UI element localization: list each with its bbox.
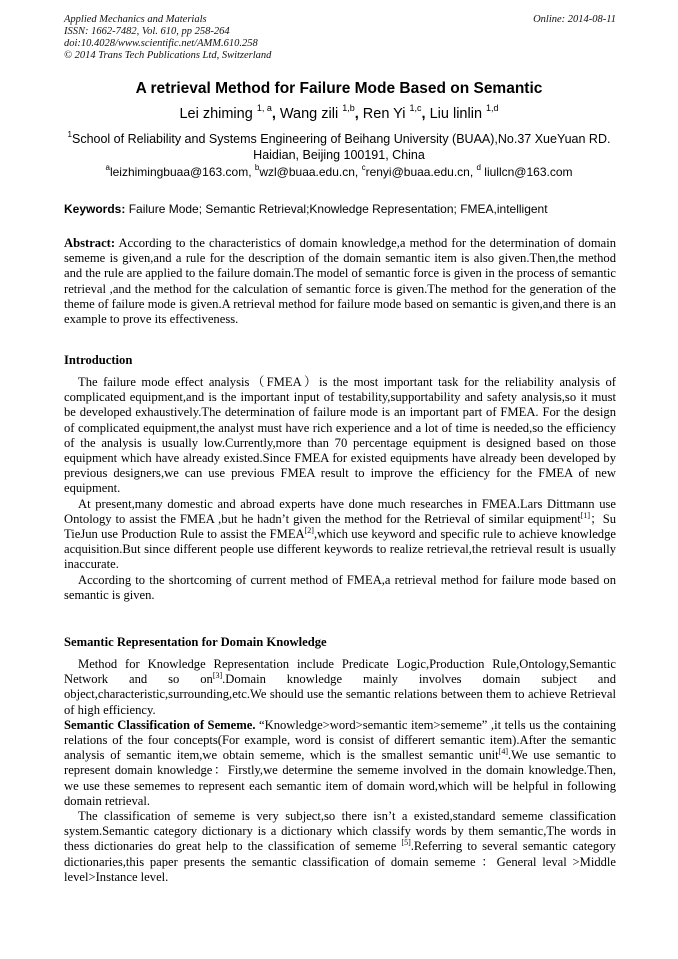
author: Ren Yi $^{1,c}$, [362,103,430,122]
introduction-body [64,375,616,603]
keywords-label: Keywords: [64,202,126,216]
paragraph: The classification of sememe is very subject,so there isn’t a existed,standard sememe classification system.Semantic category dictionary is a dictionary which classify words by them semantic,The words in thess dictionaries do great help to the classification of sememe [5].Referring to several semantic category dictionaries,this paper presents the semantic classification of domain sememe ：General leval >Middle level>Instance level. [64,809,616,884]
author: Wang zili $^{1,b}$, [279,103,363,122]
journal-name: Applied Mechanics and Materials [64,14,207,25]
online-date: Online: 2014-08-11 [533,14,616,25]
affiliation-text: School of Reliability and Systems Engineering of Beihang University (BUAA),No.37 XueYuan RD. Haidian, Beijing 100191, China [71,132,611,162]
author-list [0,104,678,124]
citation: [5] [401,838,411,848]
email: $^a$leizhimingbuaa@163.com, [105,163,255,179]
introduction-heading: Introduction [64,353,133,367]
affiliation-mark: 1 [67,130,72,139]
email-list [0,164,678,180]
doi-line: doi:10.4028/www.scientific.net/AMM.610.258 [64,38,258,49]
abstract-text: According to the characteristics of domain knowledge,a method for the determination of domain sememe is given,and a rule for the description of the domain semantic item is also given.Then,the method and the rule are applied to the failure domain.The model of semantic force is given in the process of semantic retrieval ,and the method for the calculation of semantic force is given.The method for the generation of the theme of failure mode is given.A retrieval method for failure mode based on semantic is given,and there is an example to prove its effectiveness. [64,236,616,327]
email: $^c$renyi@buaa.edu.cn, [361,163,477,179]
citation: [2] [304,526,314,536]
email: $^d$ liullcn@163.com [476,163,573,179]
abstract-label: Abstract: [64,236,116,250]
semantic-heading: Semantic Representation for Domain Knowledge [64,635,327,649]
paragraph: Semantic Classification of Sememe. “Knowledge>word>semantic item>sememe” ,it tells us the containing relations of the four concepts(For example, word is consist of differert semantic item).After the semantic analysis of semantic item,we obtain sememe, which is the smallest semantic unit[4].We use semantic to represent domain knowledge：Firstly,we determine the sememe involved in the domain knowledge.Then, we use these sememes to represent each semantic item of domain word,which will be helpful in following domain retrieval. [64,717,616,808]
journal-header [64,14,616,62]
paper-title: A retrieval Method for Failure Mode Based on Semantic [135,80,543,97]
introduction-section [64,353,616,368]
paragraph: The failure mode effect analysis（FMEA）is the most important task for the reliability analysis of complicated equipment,and is the important input of testability,supportability and safety analysis,so it must be developed exhaustively.The determination of failure mode is an important part of FMEA. For the design of complicated equipment,the analyst must have rich experience and a lot of time is needed,so the efficiency of the analysis is usually low.Currently,more than 70 percentage equipment is designed based on those equipment which have already existed.Since FMEA for existed equipments have already been developed by previous designers,we can use previous FMEA result to improve the efficiency for the FMEA of new equipment. [64,375,616,496]
keywords-text: Failure Mode; Semantic Retrieval;Knowledge Representation; FMEA,intelligent [125,202,548,216]
author: Lei zhiming $^{1, a}$, [179,103,280,122]
citation: [4] [498,747,508,757]
paragraph: At present,many domestic and abroad experts have done much researches in FMEA.Lars Dittmann use Ontology to assist the FMEA ,but he hadn’t given the method for the Retrieval of similar equipment[1]；Su TieJun use Production Rule to assist the FMEA[2],which use keyword and specific rule to achieve knowledge acquisition.But since different people use different keywords to realize retrieval,the retrieval result is usually inaccurate. [64,496,616,572]
citation: [1] [580,510,591,520]
copyright-line: © 2014 Trans Tech Publications Ltd, Switzerland [64,50,272,61]
paragraph: According to the shortcoming of current method of FMEA,a retrieval method for failure mode based on semantic is given. [64,572,616,602]
semantic-body [64,657,616,885]
abstract [64,236,616,327]
subsection-heading: Semantic Classification of Sememe. [64,717,256,732]
author: Liu linlin $^{1,d}$ [429,103,499,122]
issn-line: ISSN: 1662-7482, Vol. 610, pp 258-264 [64,26,230,37]
keywords [64,201,616,217]
citation: [3] [212,671,223,681]
paragraph: Method for Knowledge Representation include Predicate Logic,Production Rule,Ontology,Semantic Network and so on[3].Domain knowledge mainly involves domain subject and object,characteristic,surrounding,etc.We should use the semantic relations between them to achieve Retrieval of high efficiency. [64,657,616,717]
semantic-section [64,635,616,650]
affiliation [58,131,620,163]
email: $^b$wzl@buaa.edu.cn, [254,163,362,179]
